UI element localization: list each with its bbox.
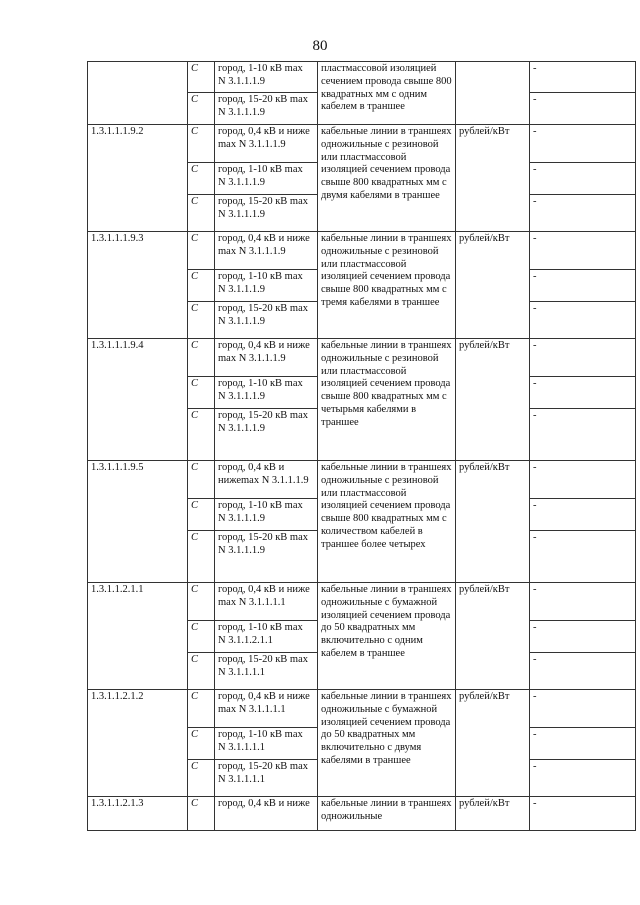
unit-of-measure: рублей/кВт xyxy=(456,690,530,797)
tariff-table-body xyxy=(88,62,636,831)
line-description: кабельные линии в траншеях одножильные с резиновой или пластмассовой изоляцией сечением провода свыше 800 квадратных мм с тремя кабелями в траншее xyxy=(318,232,456,339)
voltage-level-cell xyxy=(215,653,318,690)
category-mark: C xyxy=(188,531,215,583)
rate-value: - xyxy=(530,62,636,93)
voltage-level-cell xyxy=(215,690,318,728)
voltage-level-text: город, 0,4 кВ и ниже max N 3.1.1.1.9 xyxy=(218,233,310,257)
voltage-level-text: город, 15-20 кВ max N 3.1.1.1.9 xyxy=(218,94,309,118)
unit-of-measure: рублей/кВт xyxy=(456,339,530,461)
category-mark: C xyxy=(188,461,215,499)
rate-value: - xyxy=(530,499,636,531)
unit-of-measure: рублей/кВт xyxy=(456,583,530,690)
category-mark: C xyxy=(188,797,215,831)
line-description: кабельные линии в траншеях одножильные с резиновой или пластмассовой изоляцией сечением провода свыше 800 квадратных мм с количеством кабелей в траншее более четырех xyxy=(318,461,456,583)
voltage-level-text: город, 0,4 кВ и ниже xyxy=(218,798,310,809)
category-mark: C xyxy=(188,653,215,690)
table-row xyxy=(88,125,636,163)
item-code: 1.3.1.1.2.1.1 xyxy=(88,583,188,690)
voltage-level-text: город, 0,4 кВ и ниже max N 3.1.1.1.9 xyxy=(218,126,310,150)
item-code: 1.3.1.1.2.1.3 xyxy=(88,797,188,831)
voltage-level-cell xyxy=(215,377,318,409)
line-description: кабельные линии в траншеях одножильные xyxy=(318,797,456,831)
voltage-level-text: город, 15-20 кВ max N 3.1.1.1.9 xyxy=(218,410,309,434)
voltage-level-text: город, 1-10 кВ max N 3.1.1.1.1 xyxy=(218,729,303,753)
voltage-level-text: город, 0,4 кВ и ниже max N 3.1.1.1.1 xyxy=(218,691,310,715)
rate-value: - xyxy=(530,728,636,760)
voltage-level-cell xyxy=(215,270,318,302)
rate-value: - xyxy=(530,690,636,728)
voltage-level-cell xyxy=(215,125,318,163)
rate-value: - xyxy=(530,125,636,163)
voltage-level-cell xyxy=(215,62,318,93)
table-row xyxy=(88,797,636,831)
rate-value: - xyxy=(530,797,636,831)
table-row xyxy=(88,232,636,270)
rate-value: - xyxy=(530,163,636,195)
category-mark: C xyxy=(188,377,215,409)
voltage-level-text: город, 1-10 кВ max N 3.1.1.1.9 xyxy=(218,164,303,188)
category-mark: C xyxy=(188,62,215,93)
category-mark: C xyxy=(188,760,215,797)
category-mark: C xyxy=(188,621,215,653)
voltage-level-cell xyxy=(215,232,318,270)
rate-value: - xyxy=(530,195,636,232)
category-mark: C xyxy=(188,728,215,760)
item-code: 1.3.1.1.1.9.4 xyxy=(88,339,188,461)
voltage-level-cell xyxy=(215,409,318,461)
category-mark: C xyxy=(188,270,215,302)
line-description: кабельные линии в траншеях одножильные с резиновой или пластмассовой изоляцией сечением провода свыше 800 квадратных мм с четырьмя кабелями в траншее xyxy=(318,339,456,461)
voltage-level-cell xyxy=(215,93,318,125)
item-code xyxy=(88,62,188,125)
category-mark: C xyxy=(188,583,215,621)
category-mark: C xyxy=(188,409,215,461)
voltage-level-text: город, 0,4 кВ и ниже max N 3.1.1.1.9 xyxy=(218,340,310,364)
rate-value: - xyxy=(530,232,636,270)
line-description: кабельные линии в траншеях одножильные с бумажной изоляцией сечением провода до 50 квадратных мм включительно с двумя кабелями в траншее xyxy=(318,690,456,797)
voltage-level-text: город, 1-10 кВ max N 3.1.1.2.1.1 xyxy=(218,622,303,646)
item-code: 1.3.1.1.1.9.3 xyxy=(88,232,188,339)
rate-value: - xyxy=(530,302,636,339)
category-mark: C xyxy=(188,690,215,728)
voltage-level-cell xyxy=(215,302,318,339)
unit-of-measure: рублей/кВт xyxy=(456,461,530,583)
line-description: кабельные линии в траншеях одножильные с резиновой или пластмассовой изоляцией сечением провода свыше 800 квадратных мм с двумя кабелями в траншее xyxy=(318,125,456,232)
rate-value: - xyxy=(530,760,636,797)
voltage-level-text: город, 0,4 кВ и ниже max N 3.1.1.1.1 xyxy=(218,584,310,608)
voltage-level-cell xyxy=(215,195,318,232)
voltage-level-text: город, 0,4 кВ и нижеmax N 3.1.1.1.9 xyxy=(218,462,309,486)
table-row xyxy=(88,583,636,621)
item-code: 1.3.1.1.2.1.2 xyxy=(88,690,188,797)
voltage-level-cell xyxy=(215,531,318,583)
table-row xyxy=(88,62,636,93)
voltage-level-cell xyxy=(215,760,318,797)
voltage-level-cell xyxy=(215,621,318,653)
voltage-level-text: город, 1-10 кВ max N 3.1.1.1.9 xyxy=(218,500,303,524)
category-mark: C xyxy=(188,232,215,270)
table-row xyxy=(88,690,636,728)
rate-value: - xyxy=(530,339,636,377)
table-row xyxy=(88,461,636,499)
category-mark: C xyxy=(188,195,215,232)
unit-of-measure xyxy=(456,62,530,125)
category-mark: C xyxy=(188,93,215,125)
rate-value: - xyxy=(530,583,636,621)
voltage-level-cell xyxy=(215,461,318,499)
table-row xyxy=(88,339,636,377)
rate-value: - xyxy=(530,270,636,302)
unit-of-measure: рублей/кВт xyxy=(456,797,530,831)
voltage-level-text: город, 15-20 кВ max N 3.1.1.1.9 xyxy=(218,532,309,556)
page-number: 80 xyxy=(312,38,328,54)
rate-value: - xyxy=(530,377,636,409)
rate-value: - xyxy=(530,531,636,583)
category-mark: C xyxy=(188,163,215,195)
unit-of-measure: рублей/кВт xyxy=(456,125,530,232)
tariff-table xyxy=(87,61,636,831)
rate-value: - xyxy=(530,461,636,499)
voltage-level-cell xyxy=(215,339,318,377)
category-mark: C xyxy=(188,499,215,531)
item-code: 1.3.1.1.1.9.5 xyxy=(88,461,188,583)
category-mark: C xyxy=(188,302,215,339)
voltage-level-cell xyxy=(215,163,318,195)
voltage-level-cell xyxy=(215,499,318,531)
voltage-level-text: город, 15-20 кВ max N 3.1.1.1.9 xyxy=(218,196,309,220)
voltage-level-text: город, 1-10 кВ max N 3.1.1.1.9 xyxy=(218,63,303,87)
rate-value: - xyxy=(530,621,636,653)
voltage-level-text: город, 1-10 кВ max N 3.1.1.1.9 xyxy=(218,271,303,295)
unit-of-measure: рублей/кВт xyxy=(456,232,530,339)
voltage-level-cell xyxy=(215,583,318,621)
voltage-level-cell xyxy=(215,797,318,831)
line-description: кабельные линии в траншеях одножильные с бумажной изоляцией сечением провода до 50 квадратных мм включительно с одним кабелем в траншее xyxy=(318,583,456,690)
voltage-level-text: город, 1-10 кВ max N 3.1.1.1.9 xyxy=(218,378,303,402)
category-mark: C xyxy=(188,125,215,163)
item-code: 1.3.1.1.1.9.2 xyxy=(88,125,188,232)
voltage-level-text: город, 15-20 кВ max N 3.1.1.1.1 xyxy=(218,654,309,678)
voltage-level-text: город, 15-20 кВ max N 3.1.1.1.9 xyxy=(218,303,309,327)
rate-value: - xyxy=(530,409,636,461)
rate-value: - xyxy=(530,653,636,690)
rate-value: - xyxy=(530,93,636,125)
voltage-level-cell xyxy=(215,728,318,760)
voltage-level-text: город, 15-20 кВ max N 3.1.1.1.1 xyxy=(218,761,309,785)
line-description: пластмассовой изоляцией сечением провода свыше 800 квадратных мм с одним кабелем в траншее xyxy=(318,62,456,125)
category-mark: C xyxy=(188,339,215,377)
